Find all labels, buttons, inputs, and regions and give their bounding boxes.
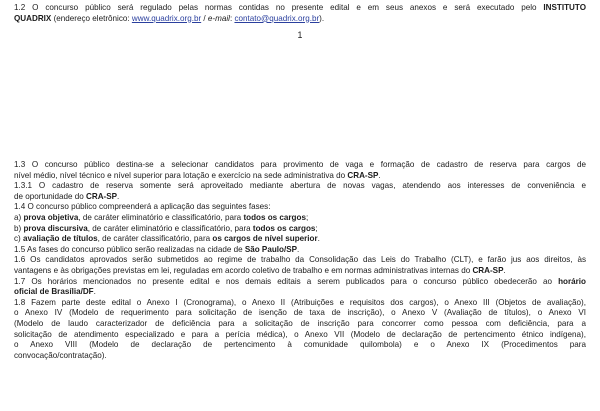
text: , de caráter classificatório, para [97,234,213,244]
section-1-2-line-1 [14,3,586,14]
text: . [317,234,320,244]
section-1-8-line-1: 1.8 Fazem parte deste edital o Anexo I (Cronograma), o Anexo II (Atribuições e requisitos dos cargos), o Anexo III (Objetos de avaliação), [14,297,586,307]
page-number: 1 [297,30,303,40]
text: / [201,13,208,23]
text: c) [14,234,23,244]
text: 1.5 As fases do concurso público serão realizadas na cidade de [14,244,245,254]
section-1-3-1-line-1: 1.3.1 O cadastro de reserva somente será aproveitado mediante abertura de novas vagas, atendendo aos interesses de conveniência e [14,181,586,191]
text: nível médio, nível técnico e nível superior para lotação e exercício na sede administrativa do [14,170,348,180]
text: ). [319,13,325,23]
text: b) [14,223,24,233]
text: 1.2 O concurso público será regulado pelas normas contidas no presente edital e em seus anexos e será executado pelo [14,3,544,12]
phase-scope: todos os cargos [252,223,316,233]
section-1-3-line-1: 1.3 O concurso público destina-se a selecionar candidatos para provimento de vaga e formação de cadastro de reserva para cargos de [14,160,586,169]
text: 1.7 Os horários mencionados no presente edital e nos demais editais a serem publicados para o concurso público obedecerão ao [14,276,559,286]
section-1-6-line-1: 1.6 Os candidatos aprovados serão submetidos ao regime de trabalho da Consolidação das Leis do Trabalho (CLT), e farão jus aos direitos, às [14,255,586,265]
section-1-3-line-2 [14,171,586,182]
phase-a [14,213,586,224]
email-label: e-mail [207,13,230,23]
text: . [117,191,120,201]
section-1-2 [14,3,586,24]
text: de oportunidade do [14,191,87,201]
text: ; [315,223,318,233]
text: . [503,265,506,275]
section-1-8-line-5: o Anexo VIII (Modelo de declaração de pertencimento à comunidade quilombola) e o Anexo IX (Procedimentos para [14,340,586,350]
section-1-8-line-4: solicitação de atendimento especializado e para a perícia médica), o Anexo VII (Modelo de declaração de pertencimento étnico indígena), [14,329,586,339]
org-acronym: CRA-SP [86,191,118,201]
section-1-8-line-2: o Anexo IV (Modelo de requerimento para solicitação de isenção de taxa de inscrição), o Anexo V (Avaliação de títulos), o Anexo VI [14,308,586,318]
text: a) [14,212,24,222]
section-1-7-line-2 [14,287,586,298]
phase-name: avaliação de títulos [23,234,98,244]
section-1-7-line-1 [14,277,586,288]
section-1-8-line-6: convocação/contratação). [14,350,107,360]
org-acronym: CRA-SP [472,265,504,275]
text: ; [305,212,309,222]
timezone: horário [558,276,586,286]
organizer-name-cont: QUADRIX [14,13,52,23]
organizer-name: INSTITUTO [543,3,586,12]
phase-name: prova objetiva [23,212,79,222]
phase-scope: os cargos de nível superior [212,234,318,244]
text: : [229,13,235,23]
section-1-6-line-2 [14,266,586,277]
text: vantagens e às obrigações previstas em lei, reguladas em acordo coletivo de trabalho e em normas administrativas internas do [14,265,473,275]
section-1-4: 1.4 O concurso público compreenderá a aplicação das seguintes fases: [14,202,271,212]
phase-b [14,224,586,235]
phase-scope: todos os cargos [243,212,306,222]
section-1-5 [14,245,586,256]
section-1-8-line-3: (Modelo de laudo caracterizador de deficiência para a solicitação de inscrição para concorrer como pessoa com deficiência, para a [14,318,586,328]
text: (endereço eletrônico: [51,13,132,23]
website-link[interactable]: www.quadrix.org.br [131,13,202,23]
text: , de caráter eliminatório e classificatório, para [78,212,244,222]
text: . [93,287,96,297]
main-text [14,160,586,361]
city: São Paulo/SP [244,244,298,254]
org-acronym: CRA-SP [347,170,379,180]
text: . [378,170,381,180]
timezone-cont: oficial de Brasília/DF [14,287,94,297]
section-1-2-line-2 [14,14,586,25]
phase-c [14,234,586,245]
text: , de caráter eliminatório e classificatório, para [87,223,253,233]
phase-name: prova discursiva [23,223,88,233]
email-link[interactable]: contato@quadrix.org.br [234,13,320,23]
section-1-3-1-line-2 [14,192,586,203]
text: . [297,244,300,254]
